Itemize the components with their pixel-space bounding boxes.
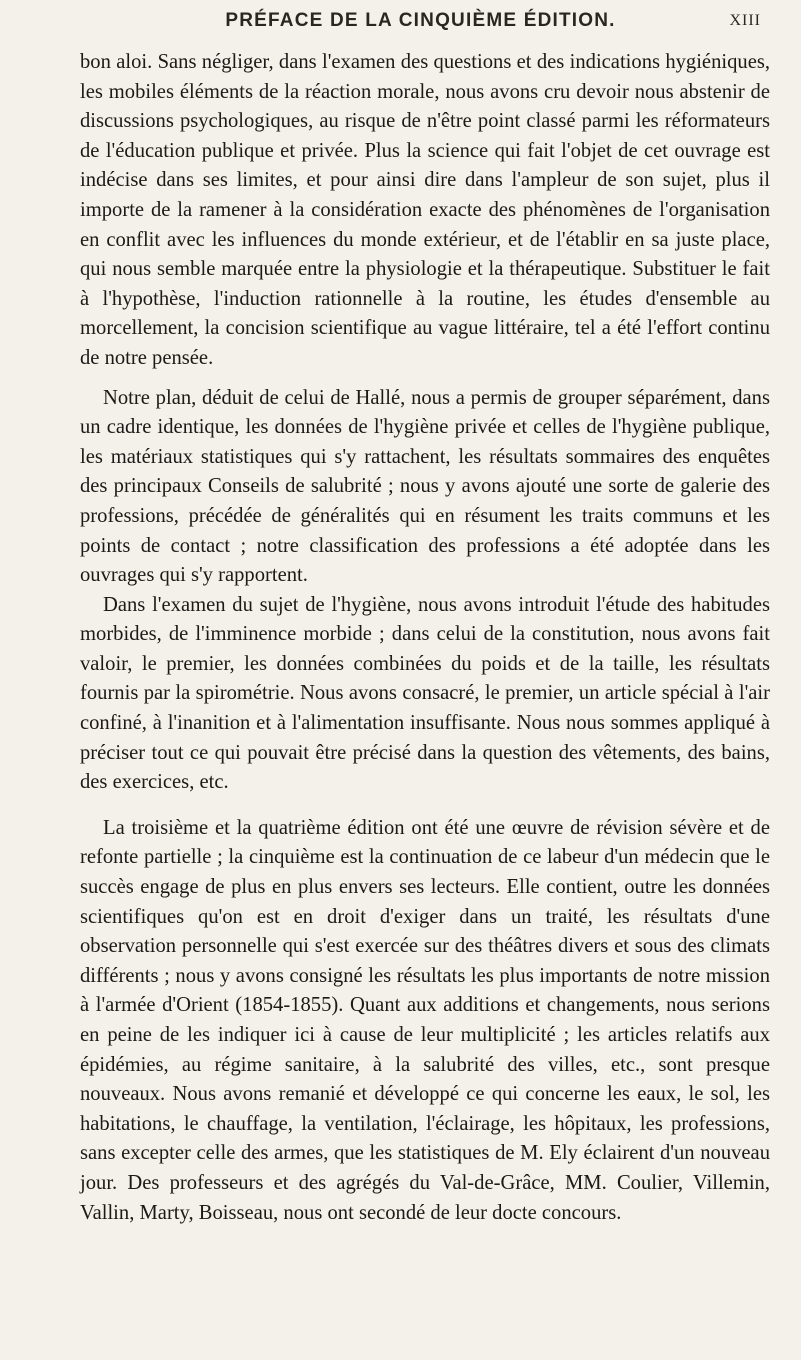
running-title: PRÉFACE DE LA CINQUIÈME ÉDITION. — [225, 10, 616, 31]
body-text — [80, 48, 770, 1228]
paragraph-4: La troisième et la quatrième édition ont été une œuvre de révision sévère et de refonte partielle ; la cinquième est la continuation de ce labeur d'un médecin que le succès engage de plus en plus envers ses lecteurs. Elle contient, outre les données scientifiques qu'on est en droit d'exiger dans un traité, les résultats d'une observation personnelle qui s'est exercée sur des théâtres divers et sous des climats différents ; nous y avons consigné les résultats les plus importants de notre mission à l'armée d'Orient (1854-1855). Quant aux additions et changements, nous serions en peine de les indiquer ici à cause de leur multiplicité ; les articles relatifs aux épidémies, au régime sanitaire, à la salubrité des villes, etc., sont presque nouveaux. Nous avons remanié et développé ce qui concerne les eaux, le sol, les habitations, le chauffage, la ventilation, l'éclairage, les hôpitaux, les professions, sans excepter celle des armes, que les statistiques de M. Ely éclairent d'un nouveau jour. Des professeurs et des agrégés du Val-de-Grâce, MM. Coulier, Villemin, Vallin, Marty, Boisseau, nous ont secondé de leur docte concours. — [80, 816, 770, 1224]
paragraph-3: Dans l'examen du sujet de l'hygiène, nous avons introduit l'étude des habitudes morbides, de l'imminence morbide ; dans celui de la constitution, nous avons fait valoir, le premier, les données combinées du poids et de la taille, les résultats fournis par la spirométrie. Nous avons consacré, le premier, un article spécial à l'air confiné, à l'inanition et à l'alimentation insuffisante. Nous nous sommes appliqué à préciser tout ce qui pouvait être précisé dans la question des vêtements, des bains, des exercices, etc. — [80, 593, 770, 794]
running-head — [80, 10, 761, 40]
paragraph-1: bon aloi. Sans négliger, dans l'examen des questions et des indications hygiéniques, les mobiles éléments de la réaction morale, nous avons cru devoir nous abstenir de discussions psychologiques, au risque de n'être point classé parmi les réformateurs de l'éducation publique et privée. Plus la science qui fait l'objet de cet ouvrage est indécise dans ses limites, et pour ainsi dire dans l'ampleur de son sujet, plus il importe de la ramener à la considération exacte des phénomènes de l'organisation en conflit avec les influences du monde extérieur, et de l'établir en sa juste place, qui nous semble marquée entre la physiologie et la thérapeutique. Substituer le fait à l'hypothèse, l'induction rationnelle à la routine, les études d'ensemble au morcellement, la concision scientifique au vague littéraire, tel a été l'effort continu de notre pensée. — [80, 51, 770, 369]
paragraph-2: Notre plan, déduit de celui de Hallé, nous a permis de grouper séparément, dans un cadre identique, les données de l'hygiène privée et celles de l'hygiène publique, les matériaux statistiques qui s'y rattachent, les résultats sommaires des enquêtes des principaux Conseils de salubrité ; nous y avons ajouté une sorte de galerie des professions, précédée de généralités qui en résument les traits communs et les points de contact ; notre classification des professions a été adoptée dans les ouvrages qui s'y rapportent. — [80, 386, 770, 587]
page-number: XIII — [729, 12, 761, 29]
